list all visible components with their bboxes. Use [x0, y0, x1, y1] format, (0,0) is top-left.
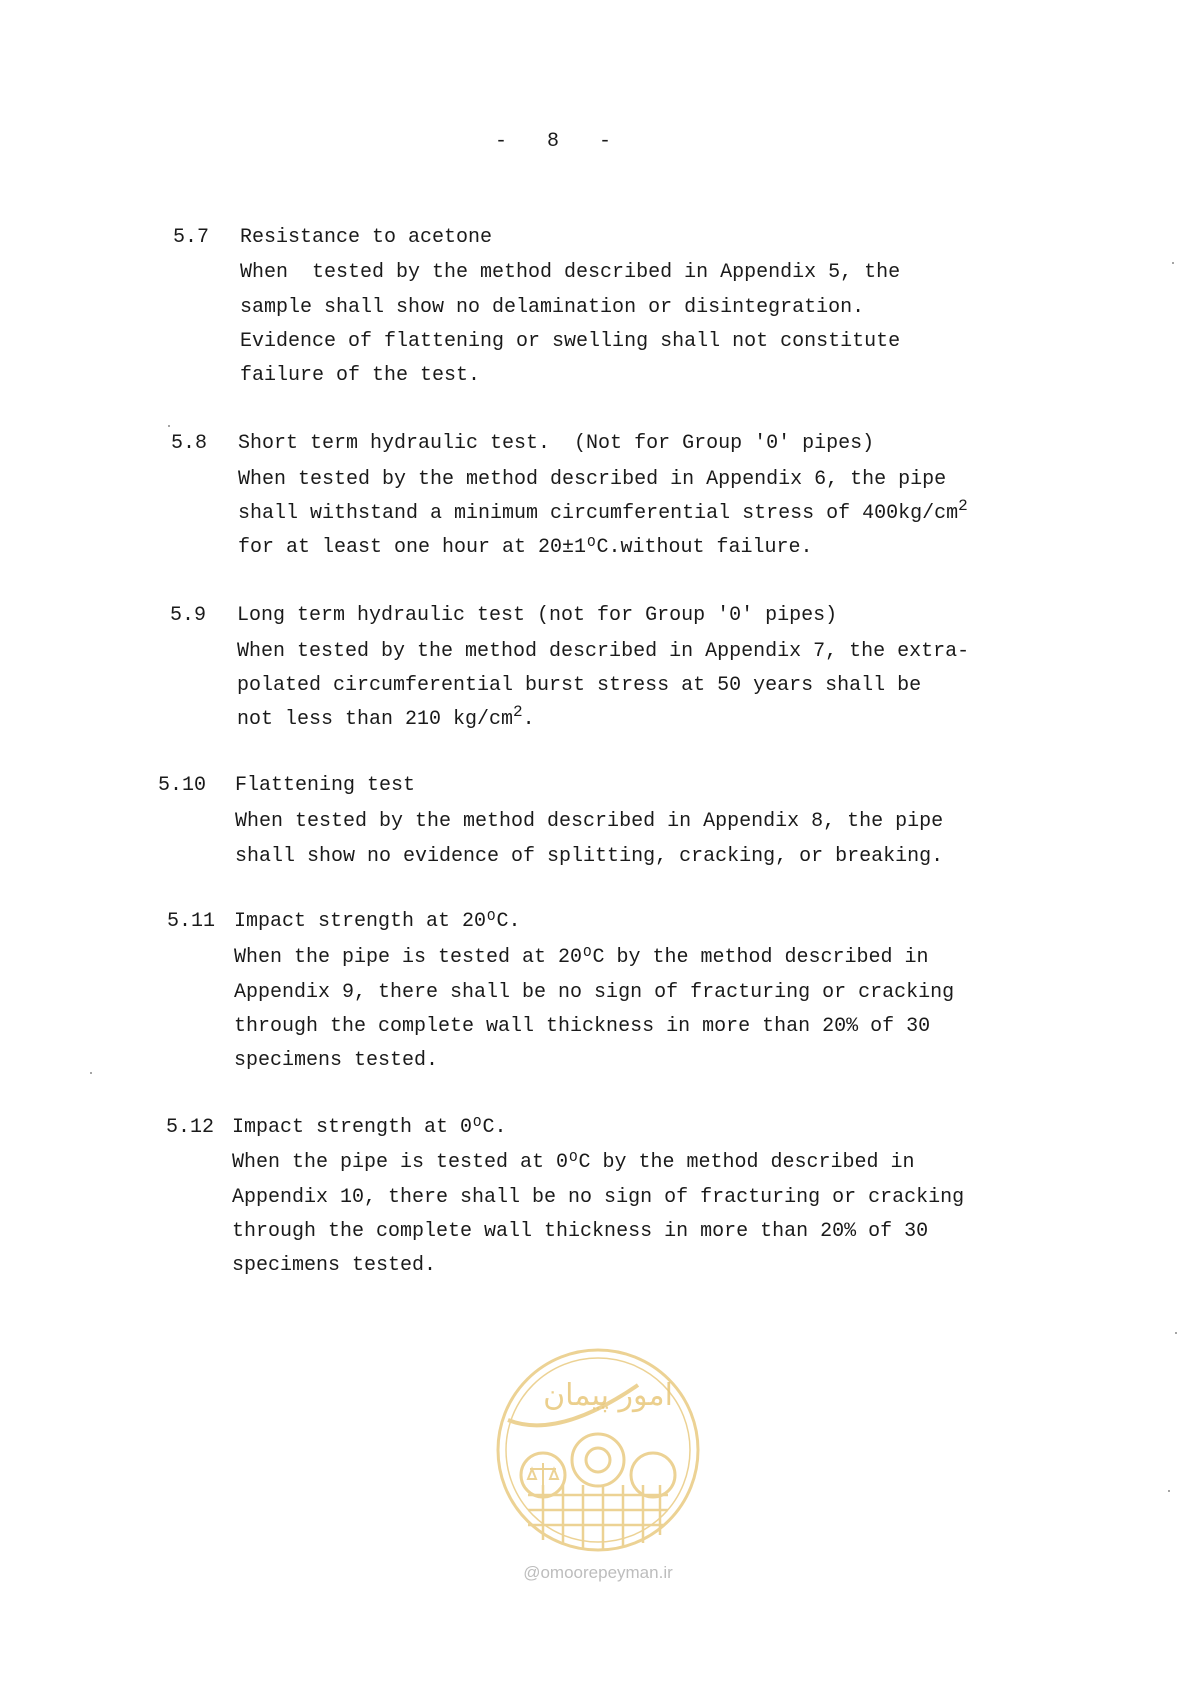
body-text: shall withstand a minimum circumferential stress of 400kg/cm	[238, 502, 959, 525]
watermark-text: @omoorepeyman.ir	[523, 1563, 673, 1582]
body-line: polated circumferential burst stress at 50 years shall be	[237, 674, 922, 697]
body-text: .	[522, 708, 535, 731]
section-number: 5.7	[173, 226, 210, 249]
section-title: Long term hydraulic test (not for Group '0' pipes)	[237, 604, 838, 627]
scan-speck	[1175, 1332, 1177, 1334]
body-line	[238, 536, 813, 559]
body-line: When tested by the method described in Appendix 8, the pipe	[235, 810, 944, 833]
body-line	[237, 703, 535, 731]
body-text: not less than 210 kg/cm	[237, 708, 514, 731]
scan-speck	[1172, 262, 1174, 264]
scan-speck	[90, 1072, 92, 1074]
section-title: Resistance to acetone	[240, 226, 493, 249]
body-text: When the pipe is tested at 0	[232, 1151, 569, 1174]
body-text: C by the method described in	[578, 1151, 915, 1174]
section-title: Flattening test	[235, 774, 416, 797]
body-line: Evidence of flattening or swelling shall not constitute	[240, 330, 901, 353]
title-text: C.	[496, 910, 521, 933]
section-number: 5.8	[171, 432, 208, 455]
degree-symbol: O	[487, 909, 496, 925]
degree-symbol: O	[473, 1115, 482, 1131]
body-line: shall show no evidence of splitting, cracking, or breaking.	[235, 845, 944, 868]
body-line: failure of the test.	[240, 364, 481, 387]
body-line: specimens tested.	[232, 1254, 437, 1277]
section-title	[234, 910, 520, 933]
body-line	[232, 1151, 915, 1174]
section-title	[232, 1116, 506, 1139]
title-text: Impact strength at 20	[234, 910, 487, 933]
section-number: 5.10	[158, 774, 207, 797]
title-text: Impact strength at 0	[232, 1116, 473, 1139]
body-line	[238, 497, 968, 525]
section-title: Short term hydraulic test. (Not for Group '0' pipes)	[238, 432, 875, 455]
body-line: specimens tested.	[234, 1049, 439, 1072]
section-number: 5.12	[166, 1116, 215, 1139]
body-line	[234, 946, 929, 969]
title-text: C.	[482, 1116, 507, 1139]
superscript: 2	[958, 497, 968, 515]
body-line: through the complete wall thickness in more than 20% of 30	[232, 1220, 929, 1243]
degree-symbol: O	[569, 1150, 578, 1166]
body-line: When tested by the method described in Appendix 6, the pipe	[238, 468, 947, 491]
body-text: for at least one hour at 20±1	[238, 536, 587, 559]
section-number: 5.9	[170, 604, 207, 627]
section-number: 5.11	[167, 910, 216, 933]
body-line: When tested by the method described in Appendix 5, the	[240, 261, 901, 284]
body-text: C.without failure.	[596, 536, 813, 559]
degree-symbol: O	[583, 945, 592, 961]
body-line: sample shall show no delamination or disintegration.	[240, 296, 865, 319]
scan-speck	[168, 425, 170, 427]
body-line: through the complete wall thickness in more than 20% of 30	[234, 1015, 931, 1038]
body-text: C by the method described in	[592, 946, 929, 969]
watermark-logo-icon	[488, 1345, 708, 1555]
body-text: When the pipe is tested at 20	[234, 946, 583, 969]
body-line: When tested by the method described in Appendix 7, the extra-	[237, 640, 970, 663]
degree-symbol: O	[587, 535, 596, 551]
body-line: Appendix 10, there shall be no sign of fracturing or cracking	[232, 1186, 965, 1209]
watermark-lettering: امور پیمان	[543, 1378, 673, 1413]
scan-speck	[1168, 1490, 1170, 1492]
body-line: Appendix 9, there shall be no sign of fracturing or cracking	[234, 981, 955, 1004]
superscript: 2	[513, 703, 523, 721]
page-number: - 8 -	[494, 130, 625, 153]
